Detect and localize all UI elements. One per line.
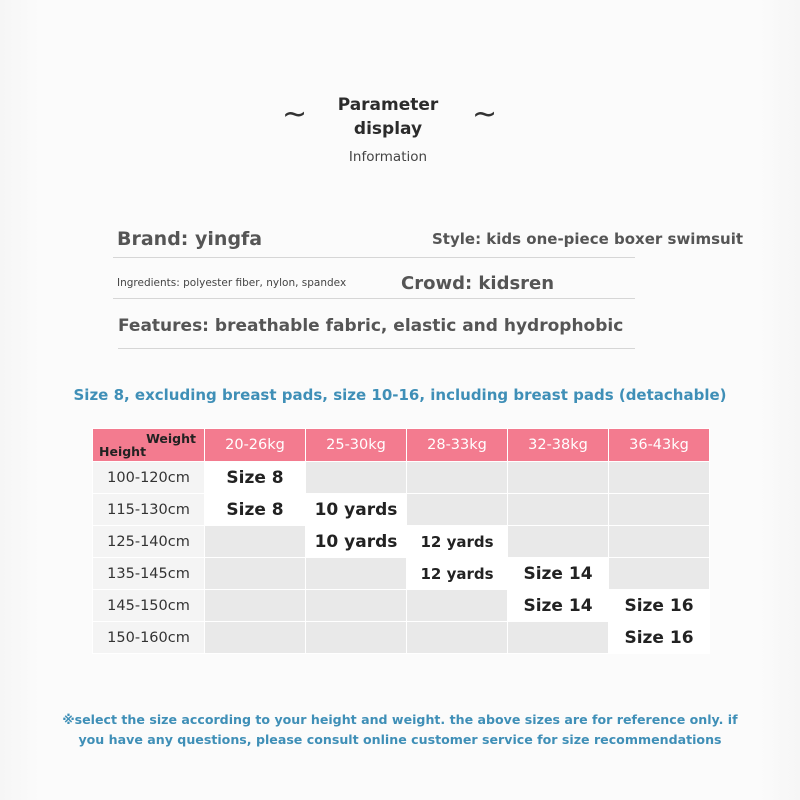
- table-row: [93, 494, 710, 526]
- size-cell: [609, 494, 710, 526]
- size-cell: [306, 558, 407, 590]
- size-cell: Size 14: [508, 558, 609, 590]
- size-footnote: ※select the size according to your height and weight. the above sizes are for reference only. if you have any questions, please consult online customer service for size recommendations: [62, 712, 738, 747]
- size-cell: [306, 622, 407, 654]
- size-cell: 10 yards: [306, 494, 407, 526]
- weight-header-cell: 25-30kg: [306, 429, 407, 462]
- size-cell: 12 yards: [407, 526, 508, 558]
- height-axis-label: Height: [99, 444, 147, 459]
- size-cell: Size 16: [609, 590, 710, 622]
- divider: [118, 348, 635, 349]
- divider: [113, 257, 635, 258]
- size-cell: 10 yards: [306, 526, 407, 558]
- size-cell: [609, 462, 710, 494]
- table-row: [93, 622, 710, 654]
- size-cell: [407, 494, 508, 526]
- size-chart-table: [92, 428, 710, 654]
- size-cell: [205, 590, 306, 622]
- ingredients-text: Ingredients: polyester fiber, nylon, spandex: [117, 277, 347, 289]
- size-cell: Size 14: [508, 590, 609, 622]
- size-cell: [609, 526, 710, 558]
- size-cell: [508, 494, 609, 526]
- height-row-label: 115-130cm: [93, 494, 205, 526]
- size-cell: Size 8: [205, 494, 306, 526]
- height-row-label: 145-150cm: [93, 590, 205, 622]
- height-row-label: 125-140cm: [93, 526, 205, 558]
- brand-text: Brand: yingfa: [117, 228, 263, 250]
- page-subtitle: Information: [348, 149, 428, 165]
- size-cell: [508, 622, 609, 654]
- weight-axis-label: Weight: [146, 431, 196, 446]
- size-cell: [609, 558, 710, 590]
- height-row-label: 135-145cm: [93, 558, 205, 590]
- height-row-label: 150-160cm: [93, 622, 205, 654]
- size-note: Size 8, excluding breast pads, size 10-16, including breast pads (detachable): [73, 386, 727, 404]
- table-row: [93, 558, 710, 590]
- size-cell: [407, 622, 508, 654]
- features-text: Features: breathable fabric, elastic and hydrophobic: [118, 316, 624, 336]
- tilde-left: ~: [282, 97, 308, 132]
- table-header-row: [93, 429, 710, 462]
- size-cell: [205, 558, 306, 590]
- divider: [113, 298, 635, 299]
- size-cell: 12 yards: [407, 558, 508, 590]
- size-cell: Size 16: [609, 622, 710, 654]
- weight-header-cell: 28-33kg: [407, 429, 508, 462]
- size-cell: [508, 526, 609, 558]
- size-cell: [205, 622, 306, 654]
- size-cell: [205, 526, 306, 558]
- table-row: [93, 526, 710, 558]
- weight-header-cell: 32-38kg: [508, 429, 609, 462]
- weight-header-cell: 20-26kg: [205, 429, 306, 462]
- style-text: Style: kids one-piece boxer swimsuit: [432, 230, 744, 248]
- size-cell: Size 8: [205, 462, 306, 494]
- table-row: [93, 590, 710, 622]
- page-title: Parameter display: [337, 95, 439, 139]
- height-row-label: 100-120cm: [93, 462, 205, 494]
- crowd-text: Crowd: kidsren: [401, 273, 555, 294]
- table-row: [93, 462, 710, 494]
- size-cell: [407, 462, 508, 494]
- size-cell: [306, 462, 407, 494]
- table-corner-cell: [93, 429, 205, 462]
- size-cell: [508, 462, 609, 494]
- weight-header-cell: 36-43kg: [609, 429, 710, 462]
- size-cell: [306, 590, 407, 622]
- size-cell: [407, 590, 508, 622]
- tilde-right: ~: [472, 97, 498, 132]
